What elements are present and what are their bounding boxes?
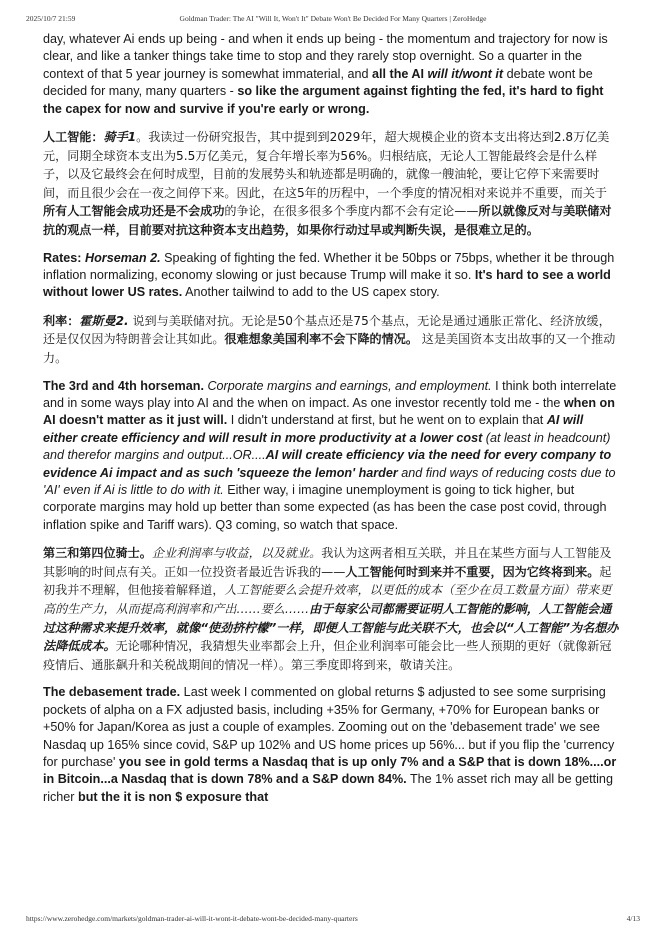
text-run: day, whatever Ai ends up being - and when it ends up being - the momentum and trajectory for now is clear, and like a tanker things take time to stop and they rarely stop overnight. So a quarter in the context of that 5 year journey is somewhat immaterial, and	[43, 32, 608, 81]
italic-run: and find ways of reducing costs due to 'AI' even if Ai is little to do with it.	[43, 465, 616, 498]
bold-italic-run: Horseman 2.	[85, 250, 161, 265]
text-run: I didn't understand at first, but he went on to explain that	[227, 413, 547, 428]
text-run: 这是美国资本支出故事的又一个推动力。	[43, 332, 616, 365]
bold-run: 第三和第四位骑士。	[43, 546, 152, 561]
italic-run: 企业利润率与收益，以及就业。	[151, 546, 322, 561]
text-run: 说到与美联储对抗。无论是50个基点还是75个基点，无论是通过通胀正常化、经济放缓，还是仅仅因为特朗普会让其如此。	[43, 313, 611, 347]
print-url: https://www.zerohedge.com/markets/goldman-trader-ai-will-it-wont-it-debate-wont-be-decided-many-quarters	[26, 914, 358, 923]
italic-run: Corporate margins and earnings, and employment.	[203, 378, 492, 393]
print-datetime: 2025/10/7 21:59	[26, 14, 76, 23]
bold-italic-run: 由于每家公司都需要证明人工智能的影响，人工智能会通过这种需求来提升效率，就像“使劲挤柠檬”一样，即便人工智能与此关联不大，也会以“人工智能”为名想办法降低成本。	[43, 602, 619, 654]
text-run: The 1% asset rich may all be getting richer	[43, 772, 613, 804]
text-run: I think both interrelate and in some ways play into AI and the when on impact. As one investor recently told me - the	[43, 378, 617, 410]
bold-run: The debasement trade.	[43, 685, 181, 700]
bold-run: It's hard to see a world without lower US rates.	[43, 268, 611, 300]
text-run: 的争论，在很多很多个季度内都不会有定论——	[224, 204, 479, 219]
paragraph-ai-horseman-zh	[43, 128, 619, 240]
print-footer	[26, 914, 640, 926]
bold-run: 很难想象美国利率不会下降的情况。	[224, 332, 418, 347]
bold-run: 所有人工智能会成功还是不会成功	[43, 204, 225, 219]
paragraph-horsemen-3-4-zh	[43, 544, 619, 674]
bold-run: when on AI doesn't matter as it just will.	[43, 396, 615, 428]
page-number: 4/13	[626, 914, 640, 923]
bold-run: 人工智能：	[43, 130, 104, 145]
bold-run: but the it is non $ exposure that	[78, 789, 269, 804]
bold-run: all the AI	[372, 66, 428, 81]
bold-italic-run: AI will create efficiency via the need for every company to evidence Ai impact and as such 'squeeze the lemon' harder	[43, 448, 612, 480]
text-run: 起初我并不理解，但他接着解释道，	[43, 564, 612, 598]
bold-run: Rates:	[43, 250, 85, 265]
bold-italic-run: AI will either create efficiency and will result in more productivity at a lower cost	[43, 413, 584, 445]
text-run: Either way, i imagine unemployment is going to tick higher, but corporate margins may hold up better than some expected (as has been the case post covid, through inflation spike and Tariff wars). Q3 coming, so watch that space.	[43, 483, 607, 532]
paragraph-ai-horseman-en	[43, 31, 619, 118]
bold-run: The 3rd and 4th horseman.	[43, 378, 204, 393]
bold-run: so like the argument against fighting the fed, it's hard to fight the capex for now and survive if you're early or wrong.	[43, 84, 604, 116]
text-run: Last week I commented on global returns $ adjusted to see some surprising pockets of alpha on a FX adjusted basis, including +35% for Germany, +70% for European banks or +50% for Japan/Korea as just a couple of examples. Zooming out on the 'debasement trade' we see Nasdaq up 165% since covid, S&P up 102% and US home prices up 56%... but if you flip the 'currency for purchase'	[43, 685, 615, 770]
paragraph-rates-en	[43, 250, 619, 302]
paragraph-rates-zh	[43, 312, 619, 368]
print-header	[26, 14, 640, 26]
bold-run: 利率：	[43, 313, 80, 328]
text-run: Another tailwind to add to the US capex story.	[182, 285, 440, 300]
article-body	[43, 31, 619, 816]
bold-run: 所以就像反对与美联储对抗的观点一样，目前要对抗这种资本支出趋势，如果你行动过早或判断失误，是很难立足的。	[43, 204, 612, 237]
text-run: 无论哪种情况，我猜想失业率都会上升，但企业利润率可能会比一些人预期的更好（就像新冠疫情后、通胀飙升和关税战期间的情况一样）。第三季度即将到来，敬请关注。	[43, 639, 612, 672]
bold-italic-run: 霍斯曼2.	[79, 313, 129, 328]
text-run: Speaking of fighting the fed. Whether it be 50bps or 75bps, whether it be through inflation normalizing, economy slowing or just because Trump will make it so.	[43, 250, 615, 282]
print-page-title: Goldman Trader: The AI "Will It, Won't It" Debate Won't Be Decided For Many Quarters | ZeroHedge	[179, 14, 487, 23]
paragraph-debasement-trade-en	[43, 684, 619, 806]
text-run: 我认为这两者相互关联，并且在某些方面与人工智能及其影响的时间点有关。正如一位投资者最近告诉我的——	[43, 546, 612, 579]
italic-run: 人工智能要么会提升效率，以更低的成本（至少在员工数量方面）带来更高的生产力，从而提高利润率和产出……要么……	[43, 583, 612, 617]
text-run: 。我读过一份研究报告，其中提到到2029年，超大规模企业的资本支出将达到2.8万亿美元，同期全球资本支出为5.5万亿美元，复合年增长率为56%。归根结底，无论人工智能最终会是什么样子，以及它最终会在何时成型，目前的发展势头和轨迹都是明确的，就像一艘油轮，要让它停下来需要时间，而且很少会在一夜之间停下来。因此，在这5年的历程中，一个季度的情况相对来说并不重要，而关于	[43, 130, 610, 200]
bold-italic-run: will it/wont it	[427, 66, 504, 81]
bold-italic-run: 骑手1	[103, 130, 137, 145]
text-run: debate wont be decided for many, many quarters -	[43, 66, 593, 99]
italic-run: (at least in headcount) and therefor margins and output...OR....	[43, 430, 611, 463]
bold-run: you see in gold terms a Nasdaq that is up only 7% and a S&P that is down 18%....or in Bitcoin...a Nasdaq that is down 78% and a S&P down 84%.	[43, 755, 617, 787]
paragraph-horsemen-3-4-en	[43, 378, 619, 535]
bold-run: 人工智能何时到来并不重要，因为它终将到来。	[345, 564, 600, 579]
